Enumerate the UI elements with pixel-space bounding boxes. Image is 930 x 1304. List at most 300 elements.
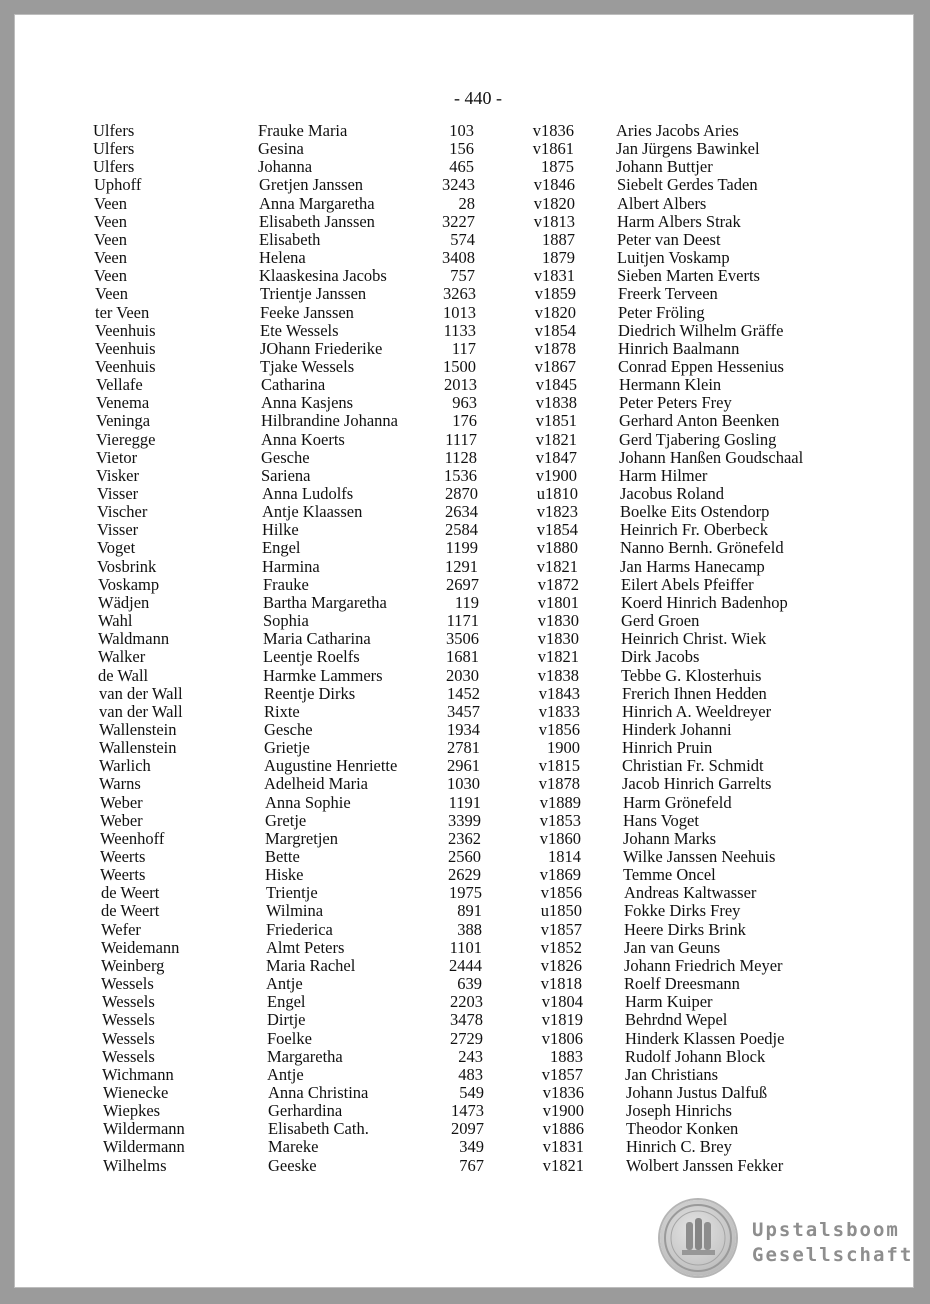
spouse: Dirk Jacobs (621, 647, 700, 667)
surname: Wichmann (102, 1064, 174, 1084)
record-number: 3263 (443, 284, 476, 304)
surname: Weenhoff (100, 828, 165, 848)
spouse: Hinrich Pruin (622, 738, 713, 758)
given-names: Hiske (265, 865, 304, 885)
year: 1887 (542, 229, 575, 249)
year: v1830 (537, 611, 579, 631)
given-names: Sophia (263, 611, 309, 631)
surname: Vietor (96, 447, 138, 467)
register-row (14, 648, 914, 666)
given-names: Adelheid Maria (264, 774, 369, 794)
record-number: 1030 (447, 774, 480, 794)
register-row (14, 195, 914, 213)
given-names: Trientje Janssen (260, 284, 367, 304)
spouse: Diedrich Wilhelm Gräffe (618, 320, 784, 340)
surname: Veen (94, 266, 127, 286)
year: v1900 (542, 1101, 584, 1121)
register-row (14, 231, 914, 249)
spouse: Frerich Ihnen Hedden (622, 683, 767, 703)
register-row (14, 957, 914, 975)
record-number: 2634 (445, 502, 478, 522)
year: v1836 (532, 121, 574, 140)
spouse: Peter Fröling (618, 302, 705, 322)
year: 1883 (550, 1046, 583, 1066)
spouse: Gerd Groen (621, 611, 700, 631)
surname: van der Wall (99, 701, 183, 721)
record-number: 3457 (447, 701, 480, 721)
spouse: Peter van Deest (617, 229, 721, 249)
register-row (14, 921, 914, 939)
register-row (14, 213, 914, 231)
surname: Weerts (100, 847, 146, 866)
spouse: Johann Buttjer (616, 157, 713, 177)
surname: Wessels (102, 1010, 155, 1030)
year: v1878 (534, 338, 576, 358)
register-row (14, 667, 914, 685)
spouse: Jan Jürgens Bawinkel (616, 139, 760, 159)
register-row (14, 285, 914, 303)
spouse: Johann Friedrich Meyer (624, 955, 783, 975)
record-number: 2584 (445, 520, 478, 540)
spouse: Harm Kuiper (625, 992, 713, 1012)
surname: Wildermann (103, 1119, 185, 1139)
year: v1813 (533, 211, 575, 231)
given-names: Harmke Lammers (263, 665, 383, 685)
spouse: Jacobus Roland (620, 484, 725, 503)
year: v1857 (540, 919, 582, 939)
given-names: Klaaskesina Jacobs (259, 266, 387, 286)
spouse: Hinderk Johanni (622, 719, 732, 739)
surname: Venema (96, 393, 150, 413)
register-row (14, 757, 914, 775)
record-number: 3243 (442, 175, 475, 195)
register-row (14, 939, 914, 957)
record-number: 2629 (448, 865, 481, 885)
register-row (14, 521, 914, 539)
year: v1801 (537, 592, 579, 612)
surname: Waldmann (98, 629, 170, 649)
given-names: Reentje Dirks (264, 683, 356, 703)
given-names: Anna Sophie (265, 792, 351, 812)
spouse: Heinrich Christ. Wiek (621, 629, 767, 649)
register-row (14, 1084, 914, 1102)
record-number: 549 (459, 1082, 484, 1102)
year: v1847 (535, 447, 577, 467)
register-row (14, 685, 914, 703)
spouse: Luitjen Voskamp (617, 248, 730, 268)
given-names: Engel (267, 992, 306, 1012)
given-names: Anna Christina (268, 1082, 369, 1102)
surname: Veenhuis (95, 356, 156, 376)
page-number: - 440 - (454, 88, 502, 108)
record-number: 2560 (448, 847, 481, 866)
register-row (14, 158, 914, 176)
record-number: 1101 (449, 937, 482, 957)
document-page (14, 14, 914, 1288)
spouse: Tebbe G. Klosterhuis (621, 665, 762, 685)
given-names: Bartha Margaretha (263, 592, 387, 612)
spouse: Behrdnd Wepel (625, 1010, 728, 1030)
year: v1836 (542, 1082, 584, 1102)
spouse: Wolbert Janssen Fekker (626, 1155, 784, 1175)
spouse: Gerd Tjabering Gosling (619, 429, 777, 449)
surname: Veen (94, 248, 127, 268)
surname: Vieregge (96, 429, 156, 449)
register-row (14, 485, 914, 503)
spouse: Peter Peters Frey (619, 393, 732, 413)
register-row (14, 739, 914, 757)
surname: Voskamp (98, 574, 160, 594)
record-number: 1975 (449, 883, 482, 903)
surname: Wilhelms (103, 1155, 167, 1175)
record-number: 243 (458, 1046, 483, 1066)
record-number: 3399 (448, 810, 481, 830)
register-row (14, 884, 914, 902)
record-number: 1934 (447, 719, 480, 739)
spouse: Freerk Terveen (618, 284, 718, 304)
register-row (14, 1011, 914, 1029)
given-names: Anna Kasjens (261, 393, 354, 413)
register-row (14, 848, 914, 866)
year: v1831 (533, 266, 575, 286)
spouse: Gerhard Anton Beenken (619, 411, 780, 431)
given-names: Margaretha (267, 1046, 343, 1066)
surname: Weerts (100, 865, 146, 885)
spouse: Johann Hanßen Goudschaal (619, 447, 804, 467)
given-names: Maria Rachel (266, 955, 356, 975)
year: v1852 (540, 937, 582, 957)
surname: Wallenstein (99, 738, 177, 758)
register-row (14, 176, 914, 194)
register-row (14, 340, 914, 358)
record-number: 891 (457, 901, 482, 921)
given-names: Grietje (264, 738, 310, 758)
year: v1838 (535, 393, 577, 413)
given-names: Maria Catharina (263, 629, 371, 649)
year: v1819 (541, 1010, 583, 1030)
surname: Wienecke (103, 1082, 169, 1102)
surname: Visser (97, 520, 139, 540)
year: v1823 (536, 502, 578, 522)
given-names: Helena (259, 248, 306, 268)
year: v1806 (541, 1028, 583, 1048)
record-number: 639 (457, 974, 482, 994)
record-number: 1452 (447, 683, 480, 703)
record-number: 3506 (446, 629, 479, 649)
year: 1900 (547, 738, 580, 758)
year: v1854 (534, 320, 576, 340)
register-row (14, 721, 914, 739)
year: v1830 (537, 629, 579, 649)
record-number: 2030 (446, 665, 479, 685)
given-names: Hilbrandine Johanna (261, 411, 399, 431)
surname: Wessels (101, 974, 154, 994)
given-names: Gesche (261, 447, 310, 467)
register-row (14, 558, 914, 576)
given-names: Elisabeth Janssen (259, 211, 375, 231)
given-names: JOhann Friederike (260, 338, 383, 358)
surname: Wiepkes (103, 1101, 161, 1121)
given-names: Friederica (266, 919, 333, 939)
surname: Voget (97, 538, 136, 558)
spouse: Theodor Konken (626, 1119, 739, 1139)
record-number: 483 (458, 1064, 483, 1084)
spouse: Aries Jacobs Aries (616, 121, 739, 140)
spouse: Harm Albers Strak (617, 211, 741, 231)
given-names: Antje (266, 974, 303, 994)
record-number: 1500 (443, 356, 476, 376)
surname: Wessels (102, 1046, 155, 1066)
record-number: 119 (454, 592, 479, 612)
year: v1878 (538, 774, 580, 794)
given-names: Bette (265, 847, 300, 866)
surname: Walker (98, 647, 146, 667)
record-number: 388 (457, 919, 482, 939)
register-row (14, 1157, 914, 1175)
given-names: Foelke (267, 1028, 312, 1048)
year: u1850 (540, 901, 582, 921)
register-row (14, 394, 914, 412)
spouse: Albert Albers (617, 193, 707, 213)
record-number: 1013 (443, 302, 476, 322)
year: 1875 (541, 157, 574, 177)
surname: Veen (94, 211, 127, 231)
given-names: Frauke (263, 574, 309, 594)
register-row (14, 975, 914, 993)
given-names: Margretjen (265, 828, 339, 848)
register-row (14, 612, 914, 630)
spouse: Hinrich C. Brey (626, 1137, 732, 1157)
record-number: 2203 (450, 992, 483, 1012)
surname: ter Veen (95, 302, 150, 322)
given-names: Anna Ludolfs (262, 484, 354, 503)
spouse: Fokke Dirks Frey (624, 901, 741, 921)
given-names: Antje (267, 1064, 304, 1084)
year: v1815 (538, 756, 580, 776)
year: v1821 (536, 556, 578, 576)
surname: van der Wall (99, 683, 183, 703)
spouse: Jan Christians (625, 1064, 719, 1084)
year: v1838 (537, 665, 579, 685)
year: v1886 (542, 1119, 584, 1139)
record-number: 2781 (447, 738, 480, 758)
year: v1833 (538, 701, 580, 721)
surname: Veen (94, 229, 127, 249)
register-row (14, 539, 914, 557)
record-number: 117 (451, 338, 476, 358)
surname: Weinberg (101, 955, 165, 975)
year: v1854 (536, 520, 578, 540)
given-names: Almt Peters (266, 937, 345, 957)
register-row (14, 775, 914, 793)
organization-line-2: Gesellschaft (752, 1244, 914, 1266)
register-row (14, 902, 914, 920)
record-number: 2961 (447, 756, 480, 776)
year: v1845 (535, 375, 577, 395)
record-number: 3478 (450, 1010, 483, 1030)
register-row (14, 1102, 914, 1120)
spouse: Wilke Janssen Neehuis (623, 847, 776, 866)
surname: de Weert (101, 883, 160, 903)
spouse: Christian Fr. Schmidt (622, 756, 764, 776)
year: v1846 (533, 175, 575, 195)
surname: Veen (95, 284, 128, 304)
year: v1861 (532, 139, 574, 159)
spouse: Hinrich A. Weeldreyer (622, 701, 772, 721)
given-names: Ete Wessels (260, 320, 339, 340)
record-number: 2697 (446, 574, 479, 594)
record-number: 1191 (448, 792, 481, 812)
register-row (14, 122, 914, 140)
surname: Weber (100, 792, 143, 812)
register-row (14, 812, 914, 830)
spouse: Hans Voget (623, 810, 699, 830)
given-names: Trientje (266, 883, 318, 903)
register-row (14, 140, 914, 158)
surname: Warns (99, 774, 141, 794)
record-number: 2729 (450, 1028, 483, 1048)
register-row (14, 503, 914, 521)
given-names: Dirtje (267, 1010, 306, 1030)
spouse: Nanno Bernh. Grönefeld (620, 538, 784, 558)
given-names: Anna Koerts (261, 429, 345, 449)
surname: Visser (97, 484, 139, 503)
spouse: Jan Harms Hanecamp (620, 556, 765, 576)
spouse: Eilert Abels Pfeiffer (621, 574, 754, 594)
given-names: Frauke Maria (258, 121, 348, 140)
spouse: Hinrich Baalmann (618, 338, 740, 358)
year: v1856 (540, 883, 582, 903)
spouse: Johann Justus Dalfuß (626, 1082, 768, 1102)
record-number: 1199 (445, 538, 478, 558)
year: v1826 (540, 955, 582, 975)
spouse: Heinrich Fr. Oberbeck (620, 520, 768, 540)
spouse: Jan van Geuns (624, 937, 721, 957)
year: v1860 (539, 828, 581, 848)
surname: Vellafe (96, 375, 143, 395)
year: v1821 (537, 647, 579, 667)
surname: Vischer (97, 502, 148, 522)
record-number: 2444 (449, 955, 482, 975)
society-seal (660, 1200, 736, 1276)
spouse: Siebelt Gerdes Taden (617, 175, 758, 195)
spouse: Hinderk Klassen Poedje (625, 1028, 785, 1048)
register-row (14, 431, 914, 449)
given-names: Rixte (264, 701, 300, 721)
surname: Veen (94, 193, 127, 213)
record-number: 1473 (451, 1101, 484, 1121)
record-number: 1291 (445, 556, 478, 576)
register-row (14, 1030, 914, 1048)
surname: Vosbrink (97, 556, 157, 576)
spouse: Joseph Hinrichs (626, 1101, 732, 1121)
given-names: Elisabeth Cath. (268, 1119, 369, 1139)
surname: Warlich (99, 756, 151, 776)
surname: Wädjen (98, 592, 150, 612)
record-number: 2013 (444, 375, 477, 395)
year: v1880 (536, 538, 578, 558)
given-names: Gerhardina (268, 1101, 343, 1121)
spouse: Boelke Eits Ostendorp (620, 502, 770, 522)
year: u1810 (536, 484, 578, 503)
register-row (14, 1066, 914, 1084)
spouse: Johann Marks (623, 828, 717, 848)
record-number: 757 (450, 266, 475, 286)
register-row (14, 866, 914, 884)
spouse: Conrad Eppen Hessenius (618, 356, 784, 376)
year: v1804 (541, 992, 583, 1012)
record-number: 1117 (445, 429, 477, 449)
given-names: Wilmina (266, 901, 324, 921)
year: 1814 (548, 847, 581, 866)
given-names: Catharina (261, 375, 326, 395)
surname: Ulfers (93, 139, 135, 159)
record-number: 349 (459, 1137, 484, 1157)
record-number: 156 (449, 139, 474, 159)
given-names: Elisabeth (259, 229, 321, 249)
given-names: Gesina (258, 139, 304, 159)
given-names: Johanna (258, 157, 313, 177)
surname: de Wall (98, 665, 149, 685)
given-names: Gretje (265, 810, 307, 830)
surname: Wallenstein (99, 719, 177, 739)
given-names: Hilke (262, 520, 299, 540)
register-row (14, 993, 914, 1011)
record-number: 176 (452, 411, 477, 431)
year: v1859 (534, 284, 576, 304)
record-number: 3227 (442, 211, 475, 231)
record-number: 2362 (448, 828, 481, 848)
surname: Veenhuis (95, 338, 156, 358)
register-row (14, 1048, 914, 1066)
year: v1831 (542, 1137, 584, 1157)
surname: Ulfers (93, 121, 135, 140)
spouse: Heere Dirks Brink (624, 919, 746, 939)
register-row (14, 267, 914, 285)
spouse: Harm Hilmer (619, 465, 708, 485)
given-names: Mareke (268, 1137, 319, 1157)
record-number: 1128 (444, 447, 477, 467)
given-names: Feeke Janssen (260, 302, 354, 322)
year: v1900 (535, 465, 577, 485)
given-names: Gesche (264, 719, 313, 739)
spouse: Sieben Marten Everts (617, 266, 760, 286)
year: v1851 (535, 411, 577, 431)
surname: Veninga (96, 411, 151, 431)
given-names: Leentje Roelfs (263, 647, 360, 667)
surname: Uphoff (94, 175, 142, 195)
surname: Veenhuis (95, 320, 156, 340)
record-number: 1536 (444, 465, 477, 485)
year: v1857 (541, 1064, 583, 1084)
register-row (14, 249, 914, 267)
surname: Wahl (98, 611, 133, 631)
register-row (14, 467, 914, 485)
given-names: Anna Margaretha (259, 193, 375, 213)
record-number: 1681 (446, 647, 479, 667)
record-number: 1171 (446, 611, 479, 631)
given-names: Augustine Henriette (264, 756, 398, 776)
given-names: Geeske (268, 1155, 317, 1175)
record-number: 2870 (445, 484, 478, 503)
surname: Weber (100, 810, 143, 830)
year: v1867 (534, 356, 576, 376)
spouse: Andreas Kaltwasser (624, 883, 757, 903)
given-names: Antje Klaassen (262, 502, 363, 522)
register-row (14, 1138, 914, 1156)
record-number: 767 (459, 1155, 484, 1175)
surname: Weidemann (101, 937, 180, 957)
